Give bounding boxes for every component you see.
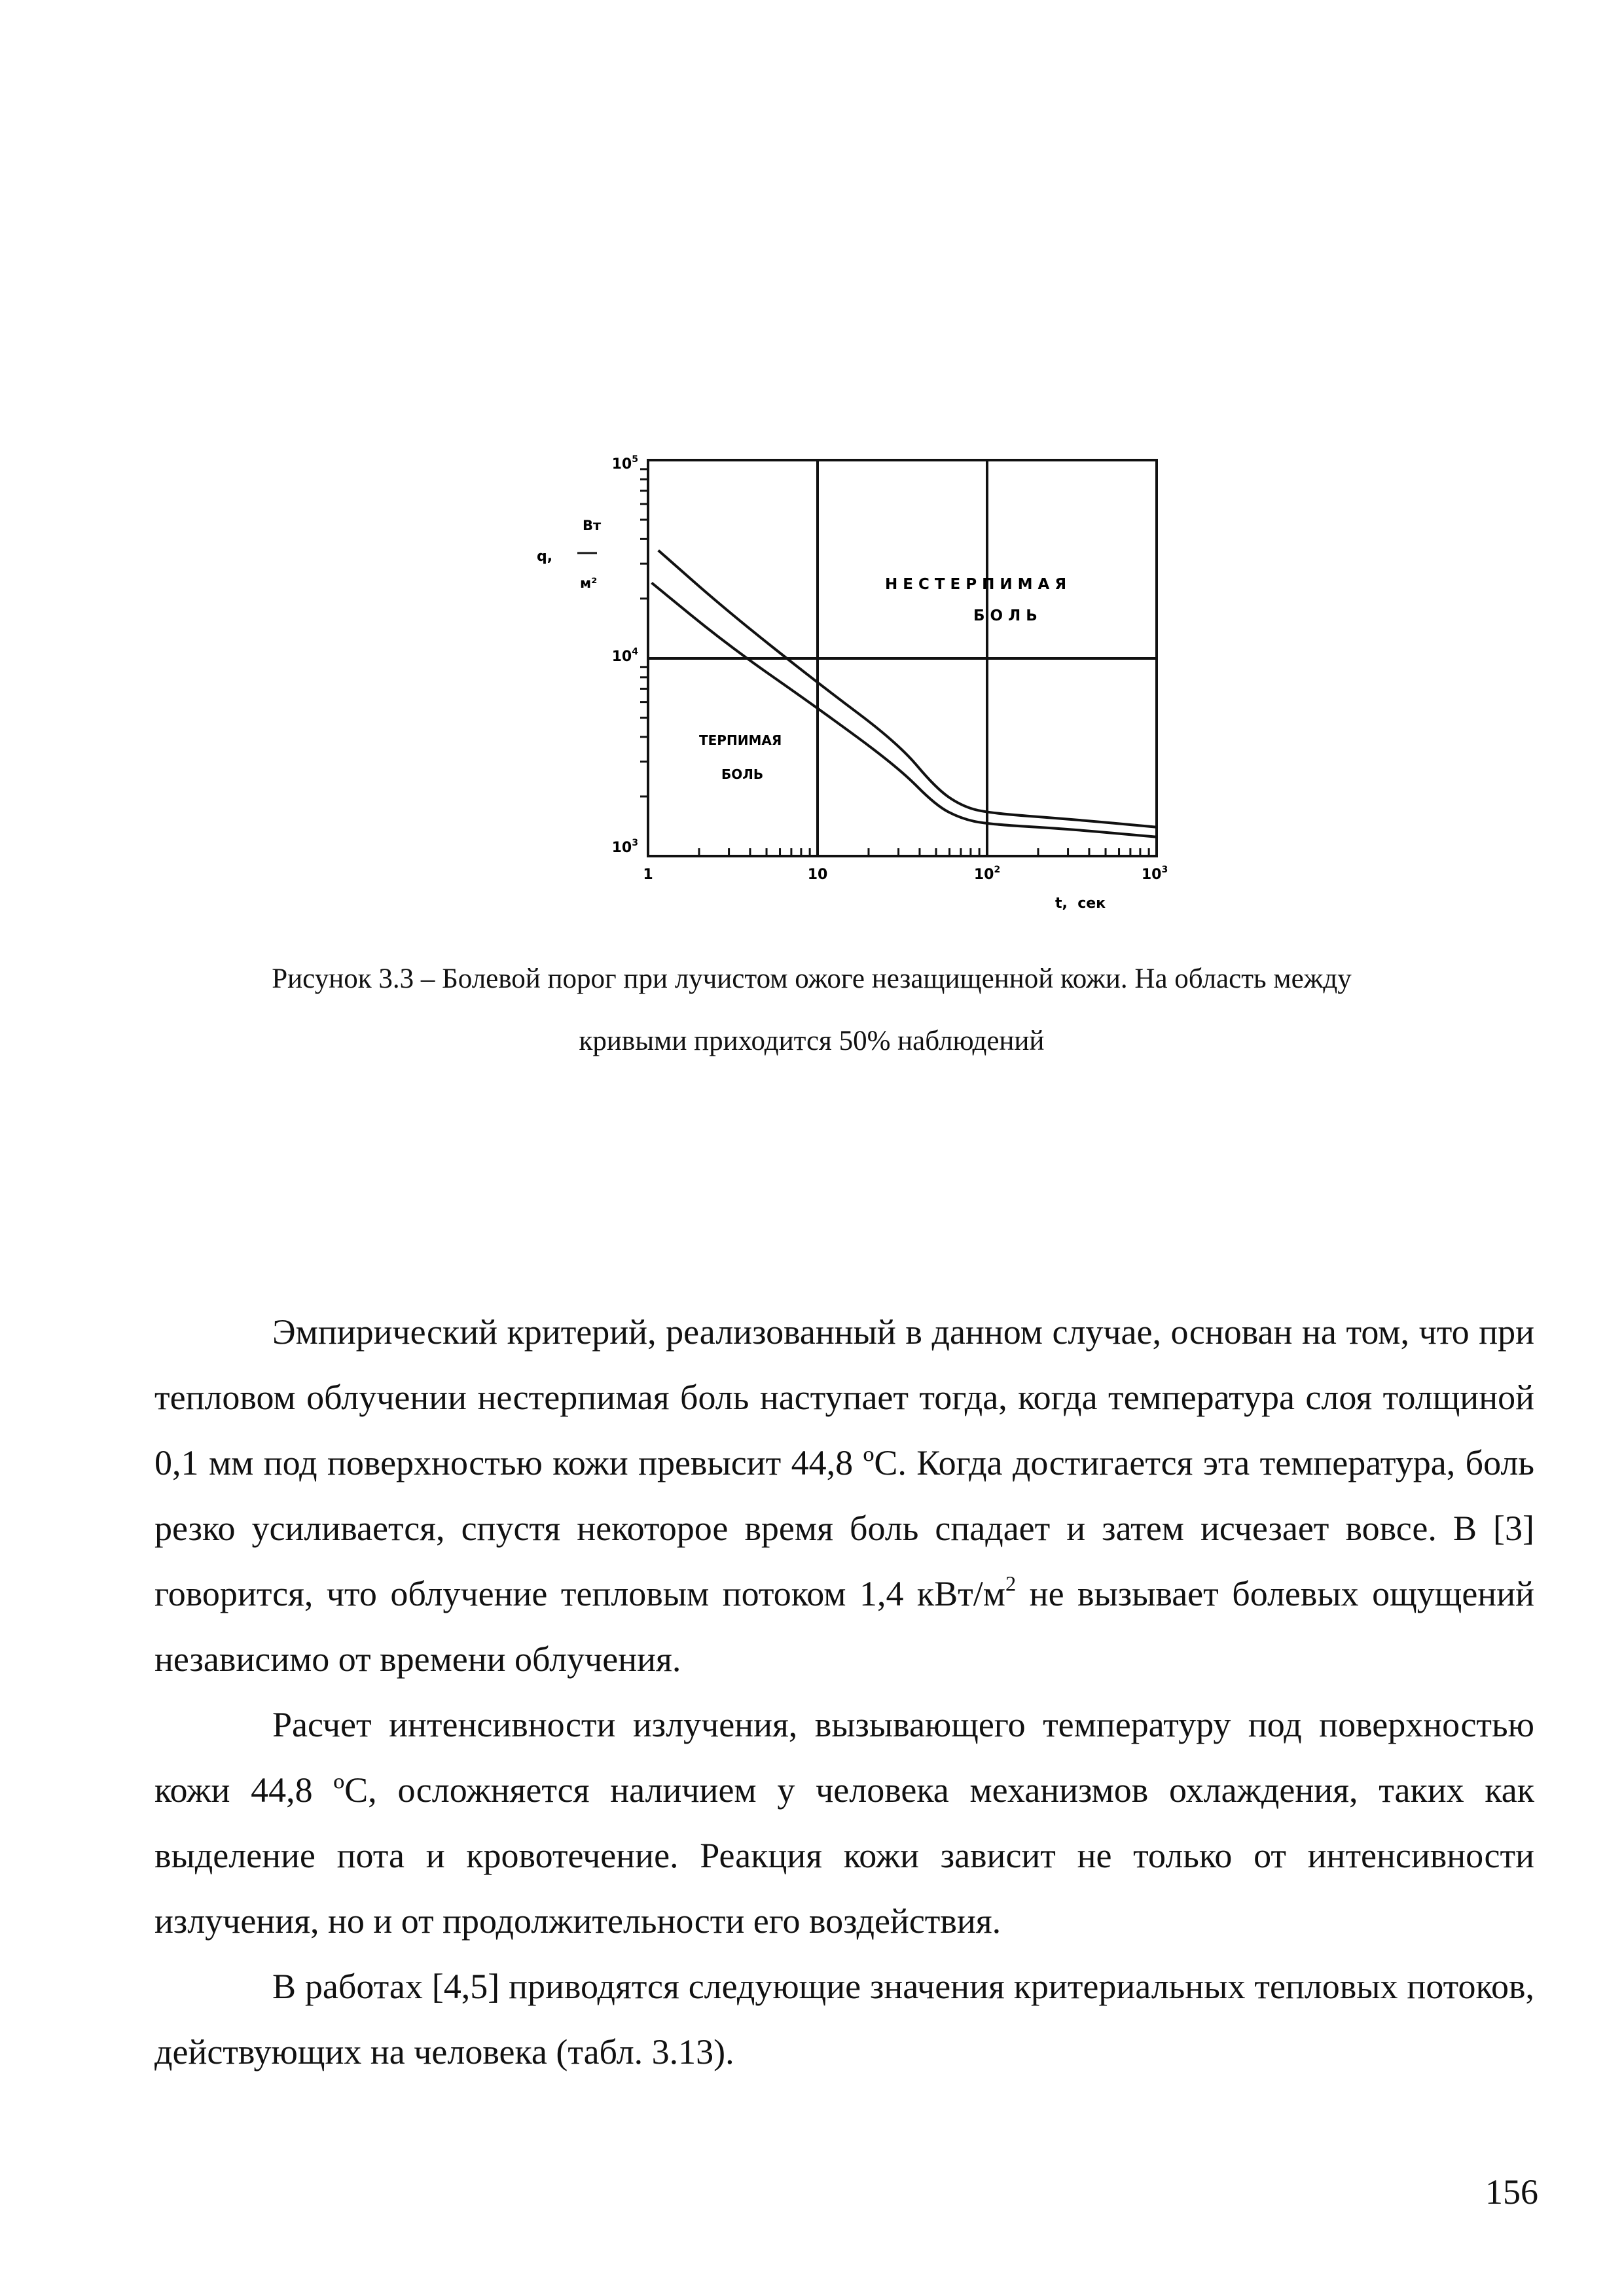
series-lower-curve (652, 583, 1157, 837)
x-tick-label-1000: $10^3$ (1141, 865, 1168, 883)
paragraph-1 (154, 1299, 1534, 1692)
region-intolerable-line1: Н Е С Т Е Р П И М А Я (885, 576, 1067, 593)
paragraph-1-text-end: не вызывает болевых ощущений независимо от времени облучения. (154, 1574, 1534, 1679)
pain-threshold-chart (0, 0, 1624, 942)
page-number: 156 (1485, 2172, 1538, 2212)
paragraph-3: В работах [4,5] приводятся следующие значения критериальных тепловых потоков, действующих на человека (табл. 3.13). (154, 1967, 1534, 2072)
paragraph-1-text: Эмпирический критерий, реализованный в данном случае, основан на том, что при тепловом облучении нестерпимая боль наступает тогда, когда температура слоя толщиной 0,1 мм под поверхностью кожи превысит 44,8 ºC. Когда достигается эта температура, боль резко усиливается, спустя некоторое время боль спадает и затем исчезает вовсе. В [3] говорится, что облучение тепловым потоком 1,4 кВт/м (154, 1312, 1534, 1613)
y-tick-label-1000: $10^3$ (611, 838, 638, 856)
figure-caption-line1: Рисунок 3.3 – Болевой порог при лучистом ожоге незащищенной кожи. На область между (272, 963, 1352, 994)
y-axis-unit-numerator: Вт (583, 518, 602, 533)
region-tolerable-line2: БОЛЬ (721, 766, 764, 782)
y-tick-label-100000: $10^5$ (611, 454, 638, 473)
x-tick-label-1: 1 (643, 867, 653, 883)
paragraph-1-superscript: 2 (1005, 1572, 1017, 1596)
chart-frame (648, 460, 1157, 856)
figure-caption-line2: кривыми приходится 50% наблюдений (579, 1026, 1045, 1056)
series-layer (652, 550, 1157, 837)
x-tick-label-100: $10^2$ (973, 865, 1001, 883)
paragraph-2: Расчет интенсивности излучения, вызывающего температуру под поверхностью кожи 44,8 ºC, осложняется наличием у человека механизмов охлаждения, таких как выделение пота и кровотечение. Реакция кожи зависит не только от интенсивности излучения, но и от продолжительности его воздействия. (154, 1705, 1534, 1941)
region-intolerable-line2: Б О Л Ь (973, 607, 1038, 624)
x-axis-label: t, сек (1055, 895, 1106, 912)
x-tick-label-10: 10 (807, 867, 828, 883)
y-axis-symbol: q, (537, 548, 553, 565)
axis-minor-ticks (640, 469, 1149, 856)
y-tick-label-10000: $10^4$ (611, 647, 638, 665)
y-axis-unit-denominator: м² (580, 575, 598, 591)
region-tolerable-line1: ТЕРПИМАЯ (699, 732, 782, 748)
